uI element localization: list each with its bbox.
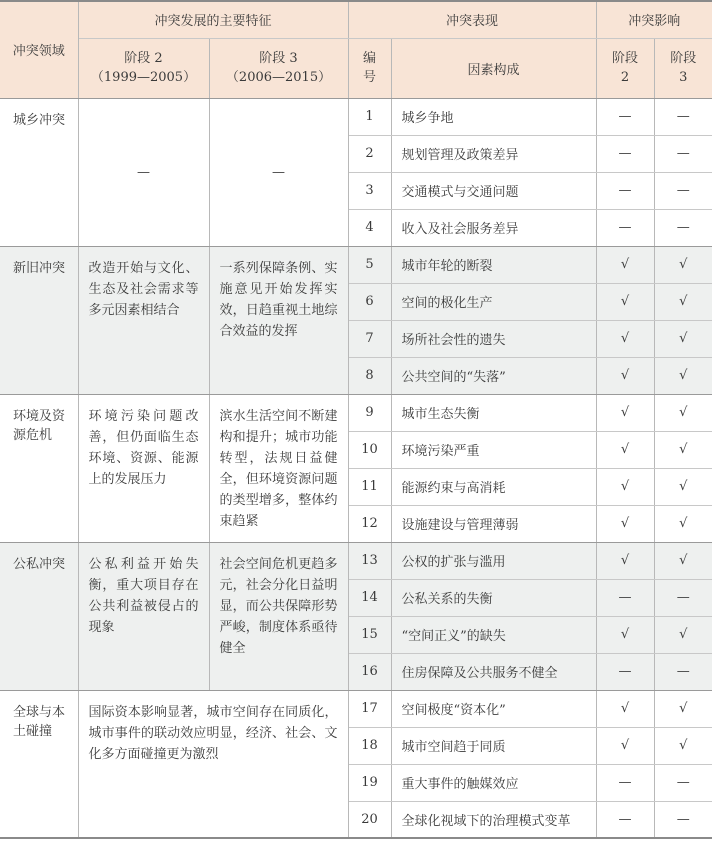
impact-stage3-cell: √ (654, 505, 712, 542)
header-stage3-label: 阶段 3 (259, 51, 298, 66)
stage2-description: — (78, 98, 209, 246)
category-public-private: 公私冲突 (0, 542, 78, 690)
impact-stage2-cell: √ (596, 468, 654, 505)
impact-stage2-cell: √ (596, 505, 654, 542)
row-number: 14 (348, 579, 391, 616)
factor-cell: 空间的极化生产 (391, 283, 596, 320)
impact-stage2-cell: — (596, 98, 654, 135)
row-number: 2 (348, 135, 391, 172)
factor-cell: 全球化视域下的治理模式变革 (391, 801, 596, 838)
impact-stage3-cell: √ (654, 246, 712, 283)
impact-stage2-cell: — (596, 801, 654, 838)
impact-stage3-cell: √ (654, 616, 712, 653)
factor-cell: 城市空间趋于同质 (391, 727, 596, 764)
impact-stage2-cell: √ (596, 394, 654, 431)
impact-stage2-cell: — (596, 653, 654, 690)
stage3-description: — (209, 98, 348, 246)
header-stage2-label: 阶段 2 (124, 51, 163, 66)
header-impact-stage2-line2: 2 (620, 70, 630, 85)
factor-cell: 能源约束与高消耗 (391, 468, 596, 505)
factor-cell: 公私关系的失衡 (391, 579, 596, 616)
impact-stage3-cell: √ (654, 394, 712, 431)
header-conflict-domain: 冲突领域 (0, 1, 78, 98)
factor-cell: “空间正义”的缺失 (391, 616, 596, 653)
impact-stage3-cell: — (654, 764, 712, 801)
impact-stage3-cell: √ (654, 468, 712, 505)
header-number (348, 38, 391, 98)
row-number: 4 (348, 209, 391, 246)
impact-stage3-cell: — (654, 801, 712, 838)
factor-cell: 设施建设与管理薄弱 (391, 505, 596, 542)
header-impact-stage3-line2: 3 (679, 70, 688, 85)
factor-cell: 交通模式与交通问题 (391, 172, 596, 209)
row-number: 19 (348, 764, 391, 801)
row-number: 3 (348, 172, 391, 209)
header-features-group: 冲突发展的主要特征 (78, 1, 348, 38)
row-number: 11 (348, 468, 391, 505)
impact-stage3-cell: √ (654, 320, 712, 357)
row-number: 13 (348, 542, 391, 579)
impact-stage3-cell: √ (654, 283, 712, 320)
category-global-local: 全球与本土碰撞 (0, 690, 78, 838)
category-urban-rural: 城乡冲突 (0, 98, 78, 246)
impact-stage3-cell: √ (654, 542, 712, 579)
row-number: 15 (348, 616, 391, 653)
row-number: 1 (348, 98, 391, 135)
stage3-description: 滨水生活空间不断建构和提升；城市功能转型，法规日益健全，但环境资源问题的类型增多，整体约束趋紧 (209, 394, 348, 542)
impact-stage2-cell: √ (596, 320, 654, 357)
row-number: 10 (348, 431, 391, 468)
factor-cell: 住房保障及公共服务不健全 (391, 653, 596, 690)
header-factor: 因素构成 (391, 38, 596, 98)
header-number-line2: 号 (363, 70, 377, 85)
row-number: 8 (348, 357, 391, 394)
row-number: 17 (348, 690, 391, 727)
header-stage3 (209, 38, 348, 98)
impact-stage3-cell: — (654, 98, 712, 135)
merged-stage-description: 国际资本影响显著，城市空间存在同质化，城市事件的联动效应明显，经济、社会、文化多方面碰撞更为激烈 (78, 690, 348, 838)
impact-stage3-cell: √ (654, 727, 712, 764)
impact-stage3-cell: √ (654, 690, 712, 727)
impact-stage3-cell: — (654, 579, 712, 616)
factor-cell: 收入及社会服务差异 (391, 209, 596, 246)
factor-cell: 公共空间的“失落” (391, 357, 596, 394)
impact-stage2-cell: — (596, 172, 654, 209)
impact-stage2-cell: — (596, 579, 654, 616)
stage2-description: 改造开始与文化、生态及社会需求等多元因素相结合 (78, 246, 209, 394)
row-number: 6 (348, 283, 391, 320)
header-stage2-years: （1999—2005） (90, 70, 197, 85)
stage3-description: 社会空间危机更趋多元，社会分化日益明显，而公共保障形势严峻，制度体系亟待健全 (209, 542, 348, 690)
impact-stage2-cell: √ (596, 690, 654, 727)
impact-stage2-cell: — (596, 209, 654, 246)
impact-stage3-cell: — (654, 653, 712, 690)
impact-stage2-cell: √ (596, 246, 654, 283)
stage3-description: 一系列保障条例、实施意见开始发挥实效，日趋重视土地综合效益的发挥 (209, 246, 348, 394)
impact-stage2-cell: √ (596, 542, 654, 579)
impact-stage2-cell: √ (596, 727, 654, 764)
factor-cell: 场所社会性的遗失 (391, 320, 596, 357)
impact-stage2-cell: √ (596, 283, 654, 320)
row-number: 7 (348, 320, 391, 357)
impact-stage2-cell: — (596, 764, 654, 801)
impact-stage3-cell: √ (654, 357, 712, 394)
header-impact-stage3 (654, 38, 712, 98)
category-environment: 环境及资源危机 (0, 394, 78, 542)
header-impact-stage3-line1: 阶段 (670, 51, 697, 66)
impact-stage3-cell: — (654, 209, 712, 246)
header-impact-group: 冲突影响 (596, 1, 712, 38)
header-impact-stage2-line1: 阶段 (612, 51, 639, 66)
impact-stage3-cell: — (654, 135, 712, 172)
header-number-line1: 编 (363, 51, 377, 66)
category-old-new: 新旧冲突 (0, 246, 78, 394)
factor-cell: 空间极度“资本化” (391, 690, 596, 727)
factor-cell: 重大事件的触媒效应 (391, 764, 596, 801)
impact-stage3-cell: √ (654, 431, 712, 468)
header-impact-stage2 (596, 38, 654, 98)
header-stage3-years: （2006—2015） (225, 70, 332, 85)
factor-cell: 环境污染严重 (391, 431, 596, 468)
impact-stage2-cell: — (596, 135, 654, 172)
impact-stage3-cell: — (654, 172, 712, 209)
stage2-description: 公私利益开始失衡，重大项目存在公共利益被侵占的现象 (78, 542, 209, 690)
row-number: 18 (348, 727, 391, 764)
impact-stage2-cell: √ (596, 431, 654, 468)
row-number: 12 (348, 505, 391, 542)
impact-stage2-cell: √ (596, 357, 654, 394)
factor-cell: 城市生态失衡 (391, 394, 596, 431)
row-number: 5 (348, 246, 391, 283)
header-manifest-group: 冲突表现 (348, 1, 596, 38)
factor-cell: 城乡争地 (391, 98, 596, 135)
row-number: 20 (348, 801, 391, 838)
row-number: 9 (348, 394, 391, 431)
row-number: 16 (348, 653, 391, 690)
factor-cell: 公权的扩张与滥用 (391, 542, 596, 579)
header-stage2 (78, 38, 209, 98)
impact-stage2-cell: √ (596, 616, 654, 653)
factor-cell: 规划管理及政策差异 (391, 135, 596, 172)
factor-cell: 城市年轮的断裂 (391, 246, 596, 283)
stage2-description: 环境污染问题改善，但仍面临生态环境、资源、能源上的发展压力 (78, 394, 209, 542)
